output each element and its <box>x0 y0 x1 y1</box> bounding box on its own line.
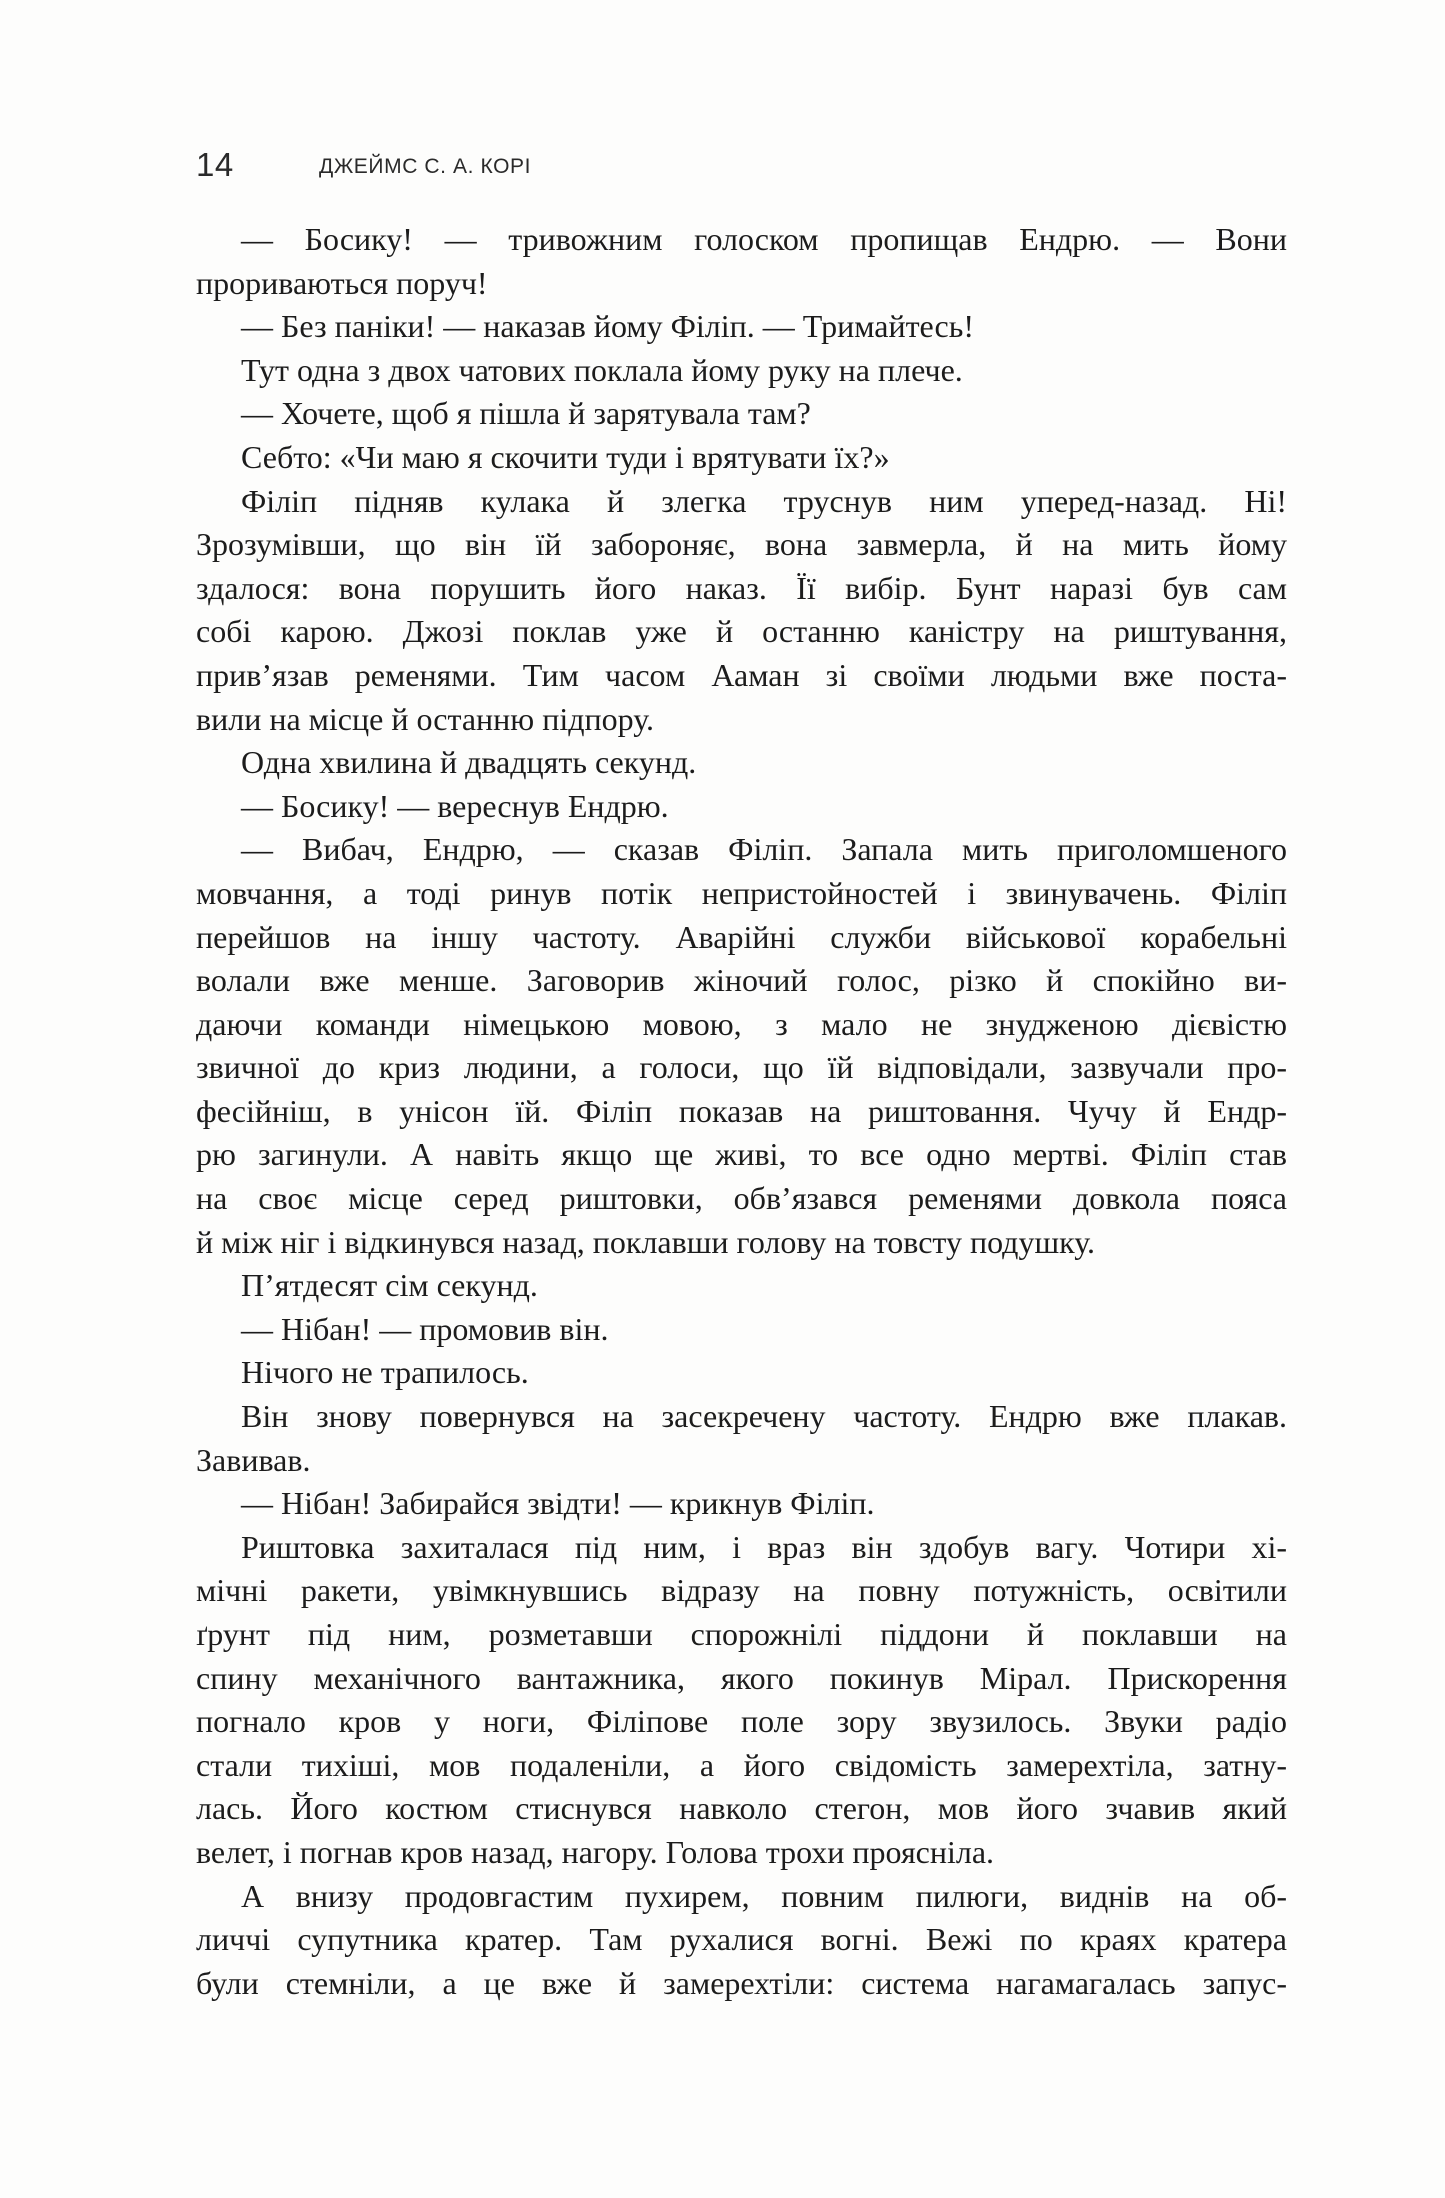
text-line: — Вибач, Ендрю, — сказав Філіп. Запала мить приголомшеного <box>241 831 1287 868</box>
running-title: ДЖЕЙМС С. А. КОРІ <box>319 155 532 178</box>
text-line: Риштовка захиталася під ним, і враз він здобув вагу. Чотири хі- <box>241 1528 1287 1565</box>
text-line: й між ніг і відкинувся назад, поклавши голову на товсту подушку. <box>196 1223 1095 1260</box>
text-line: Він знову повернувся на засекречену частоту. Ендрю вже плакав. <box>241 1398 1287 1435</box>
text-line: Тут одна з двох чатових поклала йому руку на плече. <box>241 351 963 388</box>
text-line: — Босику! — тривожним голоском пропищав Ендрю. — Вони <box>241 221 1287 257</box>
paragraph <box>196 1264 1287 1308</box>
text-line: личчі супутника кратер. Там рухалися вогні. Вежі по краях кратера <box>196 1921 1287 1958</box>
text-line: були стемніли, а це вже й замерехтіли: система нагамагалась запус- <box>196 1964 1287 2001</box>
text-line: прив’язав ременями. Тим часом Ааман зі своїми людьми вже поста- <box>196 656 1287 693</box>
text-line: погнало кров у ноги, Філіпове поле зору звузилось. Звуки радіо <box>196 1703 1287 1740</box>
text-line: волали вже менше. Заговорив жіночий голос, різко й спокійно ви- <box>196 962 1287 999</box>
text-line: спину механічного вантажника, якого покинув Мірал. Прискорення <box>196 1659 1287 1696</box>
paragraph <box>196 392 1287 436</box>
paragraph <box>196 741 1287 785</box>
text-line: — Босику! — вереснув Ендрю. <box>241 787 669 824</box>
body-text <box>196 218 1287 2005</box>
paragraph <box>196 1875 1287 2006</box>
paragraph <box>196 785 1287 829</box>
text-line: стали тихіші, мов подаленіли, а його свідомість замерехтіла, затну- <box>196 1746 1287 1783</box>
text-line: собі карою. Джозі поклав уже й останню каністру на риштування, <box>196 613 1287 650</box>
text-line: Себто: «Чи маю я скочити туди і врятувати їх?» <box>241 438 890 475</box>
text-line: прориваються поруч! <box>196 264 488 301</box>
text-line: — Нібан! Забирайся звідти! — крикнув Філіп. <box>241 1485 875 1522</box>
text-line: здалося: вона порушить його наказ. Її вибір. Бунт наразі був сам <box>196 569 1287 606</box>
text-line: — Нібан! — промовив він. <box>241 1310 609 1347</box>
paragraph <box>196 828 1287 1264</box>
paragraph <box>196 218 1287 305</box>
paragraph <box>196 349 1287 393</box>
text-line: — Хочете, щоб я пішла й зарятувала там? <box>241 395 811 432</box>
paragraph <box>196 1482 1287 1526</box>
text-line: вили на місце й останню підпору. <box>196 700 654 737</box>
text-line: перейшов на іншу частоту. Аварійні служби військової корабельні <box>196 918 1287 955</box>
paragraph <box>196 436 1287 480</box>
paragraph <box>196 1395 1287 1482</box>
text-line: Філіп підняв кулака й злегка труснув ним уперед-назад. Ні! <box>241 482 1287 519</box>
text-line: мічні ракети, увімкнувшись відразу на повну потужність, освітили <box>196 1572 1287 1609</box>
paragraph <box>196 480 1287 742</box>
text-line: мовчання, а тоді ринув потік непристойностей і звинувачень. Філіп <box>196 874 1287 911</box>
text-line: на своє місце серед риштовки, обв’язався ременями довкола пояса <box>196 1180 1287 1217</box>
text-line: лась. Його костюм стиснувся навколо стегон, мов його зчавив який <box>196 1790 1287 1827</box>
text-line: велет, і погнав кров назад, нагору. Голова трохи проясніла. <box>196 1833 995 1870</box>
text-line: Нічого не трапилось. <box>241 1354 529 1391</box>
text-line: ґрунт під ним, розметавши спорожнілі піддони й поклавши на <box>196 1616 1287 1652</box>
page-number: 14 <box>196 146 234 183</box>
running-header <box>196 143 896 187</box>
text-line: звичної до криз людини, а голоси, що їй відповідали, зазвучали про- <box>196 1049 1287 1086</box>
text-line: А внизу продовгастим пухирем, повним пилюги, виднів на об- <box>241 1877 1287 1914</box>
paragraph <box>196 1526 1287 1875</box>
paragraph <box>196 1351 1287 1395</box>
text-line: Зрозумівши, що він їй забороняє, вона завмерла, й на мить йому <box>196 526 1287 563</box>
text-line: Одна хвилина й двадцять секунд. <box>241 744 697 781</box>
paragraph <box>196 1308 1287 1352</box>
text-line: фесійніш, в унісон їй. Філіп показав на риштовання. Чучу й Ендр- <box>196 1092 1287 1129</box>
text-line: Завивав. <box>196 1441 311 1478</box>
text-line: даючи команди німецькою мовою, з мало не знудженою дієвістю <box>196 1005 1287 1042</box>
text-line: П’ятдесят сім секунд. <box>241 1267 538 1304</box>
paragraph <box>196 305 1287 349</box>
text-line: рю загинули. А навіть якщо ще живі, то все одно мертві. Філіп став <box>196 1136 1287 1173</box>
text-line: — Без паніки! — наказав йому Філіп. — Тримайтесь! <box>241 308 974 345</box>
